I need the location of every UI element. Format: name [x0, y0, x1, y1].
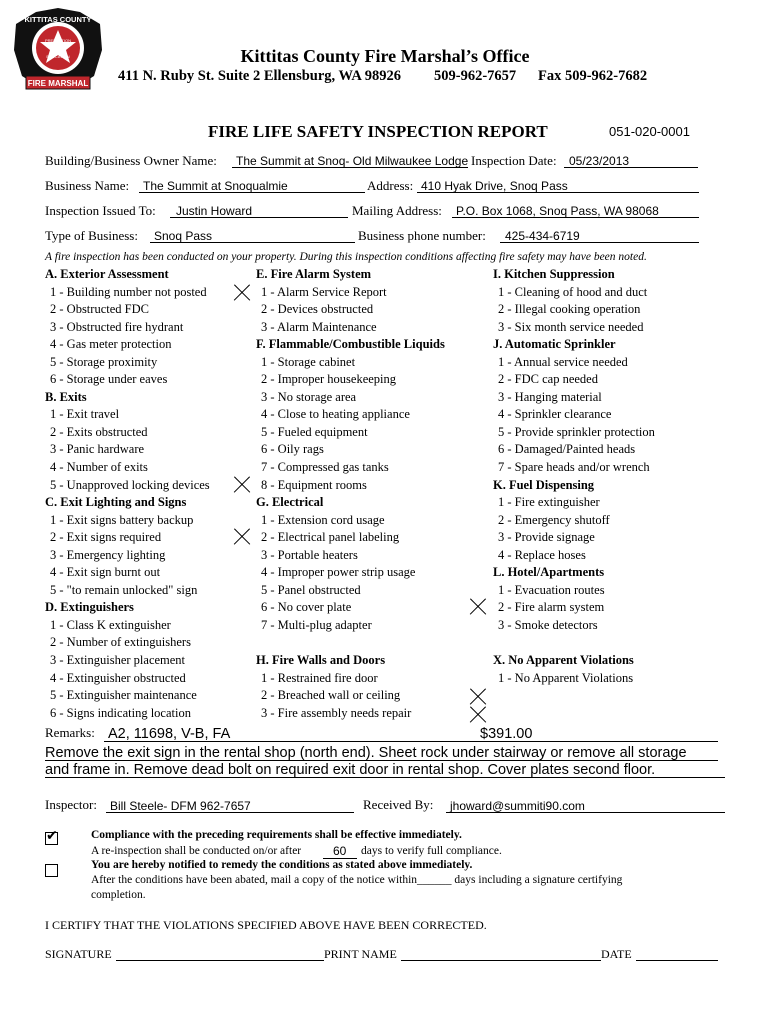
checklist-item: 1 - Alarm Service Report — [261, 284, 387, 299]
print-name-label: PRINT NAME — [324, 947, 397, 961]
checklist-column-1 — [45, 266, 210, 722]
checklist-item: 1 - Exit signs battery backup — [50, 512, 194, 527]
office-address: 411 N. Ruby St. Suite 2 Ellensburg, WA 98926 — [118, 68, 401, 84]
checklist-item: 4 - Improper power strip usage — [261, 565, 416, 580]
svg-text:EDUCATION: EDUCATION — [46, 54, 70, 59]
checklist-item: 1 - Building number not posted — [50, 284, 207, 299]
date-label: Inspection Date: — [471, 153, 557, 168]
checklist-item: 7 - Spare heads and/or wrench — [498, 460, 650, 475]
checklist-item: 1 - Extension cord usage — [261, 512, 385, 527]
mailing-address-field[interactable]: P.O. Box 1068, Snoq Pass, WA 98068 — [456, 204, 659, 218]
checklist-item: 3 - Portable heaters — [261, 547, 358, 562]
issued-to-label: Inspection Issued To: — [45, 203, 156, 218]
checklist-item: 2 - Exit signs required — [50, 530, 162, 545]
reinspection-text-b: days to verify full compliance. — [361, 845, 502, 857]
inspection-notice: A fire inspection has been conducted on your property. During this inspection conditions affecting fire safety may have been noted. — [45, 251, 647, 263]
checkmark-h3[interactable] — [469, 706, 487, 724]
checklist-item: 5 - "to remain unlocked" sign — [50, 582, 198, 597]
section-heading: B. Exits — [45, 389, 87, 404]
checklist-item: 3 - Panic hardware — [50, 442, 145, 457]
section-heading: E. Fire Alarm System — [256, 267, 372, 281]
reinspection-days-field[interactable]: 60 — [333, 844, 347, 858]
checklist-item: 2 - Emergency shutoff — [498, 512, 610, 527]
checklist-item: 2 - Electrical panel labeling — [261, 530, 400, 545]
section-heading: I. Kitchen Suppression — [493, 267, 615, 281]
checkmark-g6[interactable] — [469, 598, 487, 616]
remarks-codes[interactable]: A2, 11698, V-B, FA — [108, 726, 231, 742]
checklist-item: 6 - Signs indicating location — [50, 705, 191, 720]
checklist-item: 2 - Improper housekeeping — [261, 372, 397, 387]
svg-text:KITTITAS COUNTY: KITTITAS COUNTY — [24, 15, 92, 24]
checklist-item: 5 - Panel obstructed — [261, 582, 361, 597]
checklist-item: 1 - Fire extinguisher — [498, 495, 600, 510]
checklist-item: 5 - Storage proximity — [50, 354, 158, 369]
checklist-item: 1 - Annual service needed — [498, 354, 628, 369]
checklist-item: 3 - Alarm Maintenance — [261, 319, 377, 334]
section-heading: C. Exit Lighting and Signs — [45, 495, 187, 510]
section-heading: J. Automatic Sprinkler — [493, 337, 616, 352]
checklist-item: 3 - No storage area — [261, 389, 357, 404]
section-heading: D. Extinguishers — [45, 600, 134, 615]
compliance-line-1: Compliance with the preceding requirements shall be effective immediately. — [91, 829, 462, 841]
address-field[interactable]: 410 Hyak Drive, Snoq Pass — [421, 179, 568, 193]
section-heading: L. Hotel/Apartments — [493, 565, 605, 580]
checklist-item: 6 - Storage under eaves — [50, 372, 168, 387]
owner-label: Building/Business Owner Name: — [45, 153, 217, 168]
compliance-line-3: You are hereby notified to remedy the conditions as stated above immediately. — [91, 859, 473, 871]
business-phone-field[interactable]: 425-434-6719 — [505, 229, 580, 243]
checklist-item: 1 - Class K extinguisher — [50, 617, 171, 632]
business-type-label: Type of Business: — [45, 228, 138, 243]
checklist-item: 6 - No cover plate — [261, 600, 352, 615]
checkmark-b5[interactable] — [233, 476, 251, 494]
checklist-item: 1 - Restrained fire door — [261, 670, 378, 685]
checklist-item: 2 - Fire alarm system — [498, 600, 605, 615]
compliance-line-5: completion. — [91, 889, 146, 901]
section-heading: G. Electrical — [256, 495, 324, 510]
checklist-item: 2 - Devices obstructed — [261, 302, 374, 317]
checklist-item: 2 - Illegal cooking operation — [498, 302, 641, 317]
inspection-date-field[interactable]: 05/23/2013 — [569, 154, 630, 168]
received-by-label: Received By: — [363, 797, 434, 812]
report-title: FIRE LIFE SAFETY INSPECTION REPORT — [208, 122, 548, 141]
checklist-item: 6 - Oily rags — [261, 442, 324, 457]
report-number: 051-020-0001 — [609, 124, 690, 139]
compliance-line-4: After the conditions have been abated, mail a copy of the notice within______ days including a signature certifying — [91, 874, 623, 886]
checklist-item: 5 - Fueled equipment — [261, 424, 368, 439]
office-name: Kittitas County Fire Marshal’s Office — [240, 46, 530, 66]
remarks-label: Remarks: — [45, 725, 95, 740]
checklist-item: 5 - Provide sprinkler protection — [498, 424, 655, 439]
checklist-item: 6 - Damaged/Painted heads — [498, 442, 636, 457]
checklist-item: 1 - Cleaning of hood and duct — [498, 284, 648, 299]
business-name-label: Business Name: — [45, 178, 130, 193]
svg-text:PREVENTION: PREVENTION — [44, 38, 72, 43]
mailing-address-label: Mailing Address: — [352, 203, 442, 218]
remedy-checkbox[interactable] — [45, 864, 58, 877]
inspector-field[interactable]: Bill Steele- DFM 962-7657 — [110, 799, 251, 813]
checklist-item: 4 - Sprinkler clearance — [498, 407, 612, 422]
signature-field[interactable] — [116, 960, 324, 961]
section-heading: F. Flammable/Combustible Liquids — [256, 337, 445, 352]
checklist-item: 2 - FDC cap needed — [498, 372, 598, 387]
business-type-field[interactable]: Snoq Pass — [154, 229, 213, 243]
checklist-item: 1 - Storage cabinet — [261, 354, 356, 369]
checklist-item: 7 - Multi-plug adapter — [261, 617, 372, 632]
checklist-item: 4 - Gas meter protection — [50, 337, 172, 352]
section-heading: X. No Apparent Violations — [493, 653, 634, 668]
remarks-fee[interactable]: $391.00 — [480, 726, 533, 742]
checklist-item: 4 - Exit sign burnt out — [50, 565, 161, 580]
checklist-item: 3 - Smoke detectors — [498, 617, 598, 632]
date-sign-label: DATE — [601, 947, 632, 961]
checklist-item: 2 - Obstructed FDC — [50, 302, 149, 317]
checkmark-a1[interactable] — [233, 284, 251, 302]
checklist-item: 1 - Exit travel — [50, 407, 120, 422]
checklist-item: 3 - Extinguisher placement — [50, 653, 186, 668]
office-fax: Fax 509-962-7682 — [538, 68, 648, 84]
checklist-item: 8 - Equipment rooms — [261, 477, 367, 492]
checklist-item: 4 - Close to heating appliance — [261, 407, 410, 422]
inspector-label: Inspector: — [45, 797, 97, 812]
checklist-item: 5 - Unapproved locking devices — [50, 477, 210, 492]
checklist-item: 3 - Six month service needed — [498, 319, 644, 334]
checklist-item: 1 - Evacuation routes — [498, 582, 605, 597]
checklist-item: 7 - Compressed gas tanks — [261, 460, 389, 475]
checklist-item: 3 - Provide signage — [498, 530, 595, 545]
issued-to-field[interactable]: Justin Howard — [176, 204, 253, 218]
checklist-item: 2 - Breached wall or ceiling — [261, 688, 401, 703]
date-sign-field[interactable] — [636, 960, 718, 961]
address-label: Address: — [367, 178, 414, 193]
checklist-item: 4 - Number of exits — [50, 460, 148, 475]
section-heading: K. Fuel Dispensing — [493, 477, 595, 492]
checklist-item: 4 - Extinguisher obstructed — [50, 670, 186, 685]
svg-text:FIRE MARSHAL: FIRE MARSHAL — [27, 79, 89, 88]
section-heading: H. Fire Walls and Doors — [256, 653, 386, 668]
office-phone: 509-962-7657 — [434, 68, 517, 84]
business-name-field[interactable]: The Summit at Snoqualmie — [143, 179, 288, 193]
checklist-column-3 — [493, 266, 655, 687]
checklist-item: 2 - Number of extinguishers — [50, 635, 191, 650]
checkmark-h2[interactable] — [469, 688, 487, 706]
checklist-item: 3 - Fire assembly needs repair — [261, 705, 412, 720]
checklist-item: 3 - Emergency lighting — [50, 547, 166, 562]
checklist-item: 5 - Extinguisher maintenance — [50, 688, 197, 703]
certify-statement: I CERTIFY THAT THE VIOLATIONS SPECIFIED ABOVE HAVE BEEN CORRECTED. — [45, 918, 487, 932]
section-heading: A. Exterior Assessment — [45, 267, 169, 281]
checklist-column-2 — [256, 266, 445, 722]
print-name-field[interactable] — [401, 960, 601, 961]
business-phone-label: Business phone number: — [358, 228, 486, 243]
received-by-field[interactable]: jhoward@summiti90.com — [450, 799, 585, 813]
checkmark-c2[interactable] — [233, 528, 251, 546]
reinspection-text-a: A re-inspection shall be conducted on/or after — [91, 845, 302, 857]
checklist-item: 1 - No Apparent Violations — [498, 670, 634, 685]
checklist-item: 3 - Obstructed fire hydrant — [50, 319, 184, 334]
checklist-item: 3 - Hanging material — [498, 389, 602, 404]
remarks-line-1[interactable]: Remove the exit sign in the rental shop (north end). Sheet rock under stairway or remove all storage — [45, 745, 687, 761]
check-icon: ✔ — [46, 828, 58, 844]
remarks-line-2[interactable]: and frame in. Remove dead bolt on required exit door in rental shop. Cover plates second floor. — [45, 762, 656, 778]
signature-label: SIGNATURE — [45, 947, 112, 961]
owner-field[interactable]: The Summit at Snoq- Old Milwaukee Lodge — [236, 154, 469, 168]
compliance-checkbox[interactable] — [45, 828, 58, 845]
checklist-item: 4 - Replace hoses — [498, 547, 586, 562]
checklist-item: 2 - Exits obstructed — [50, 424, 148, 439]
